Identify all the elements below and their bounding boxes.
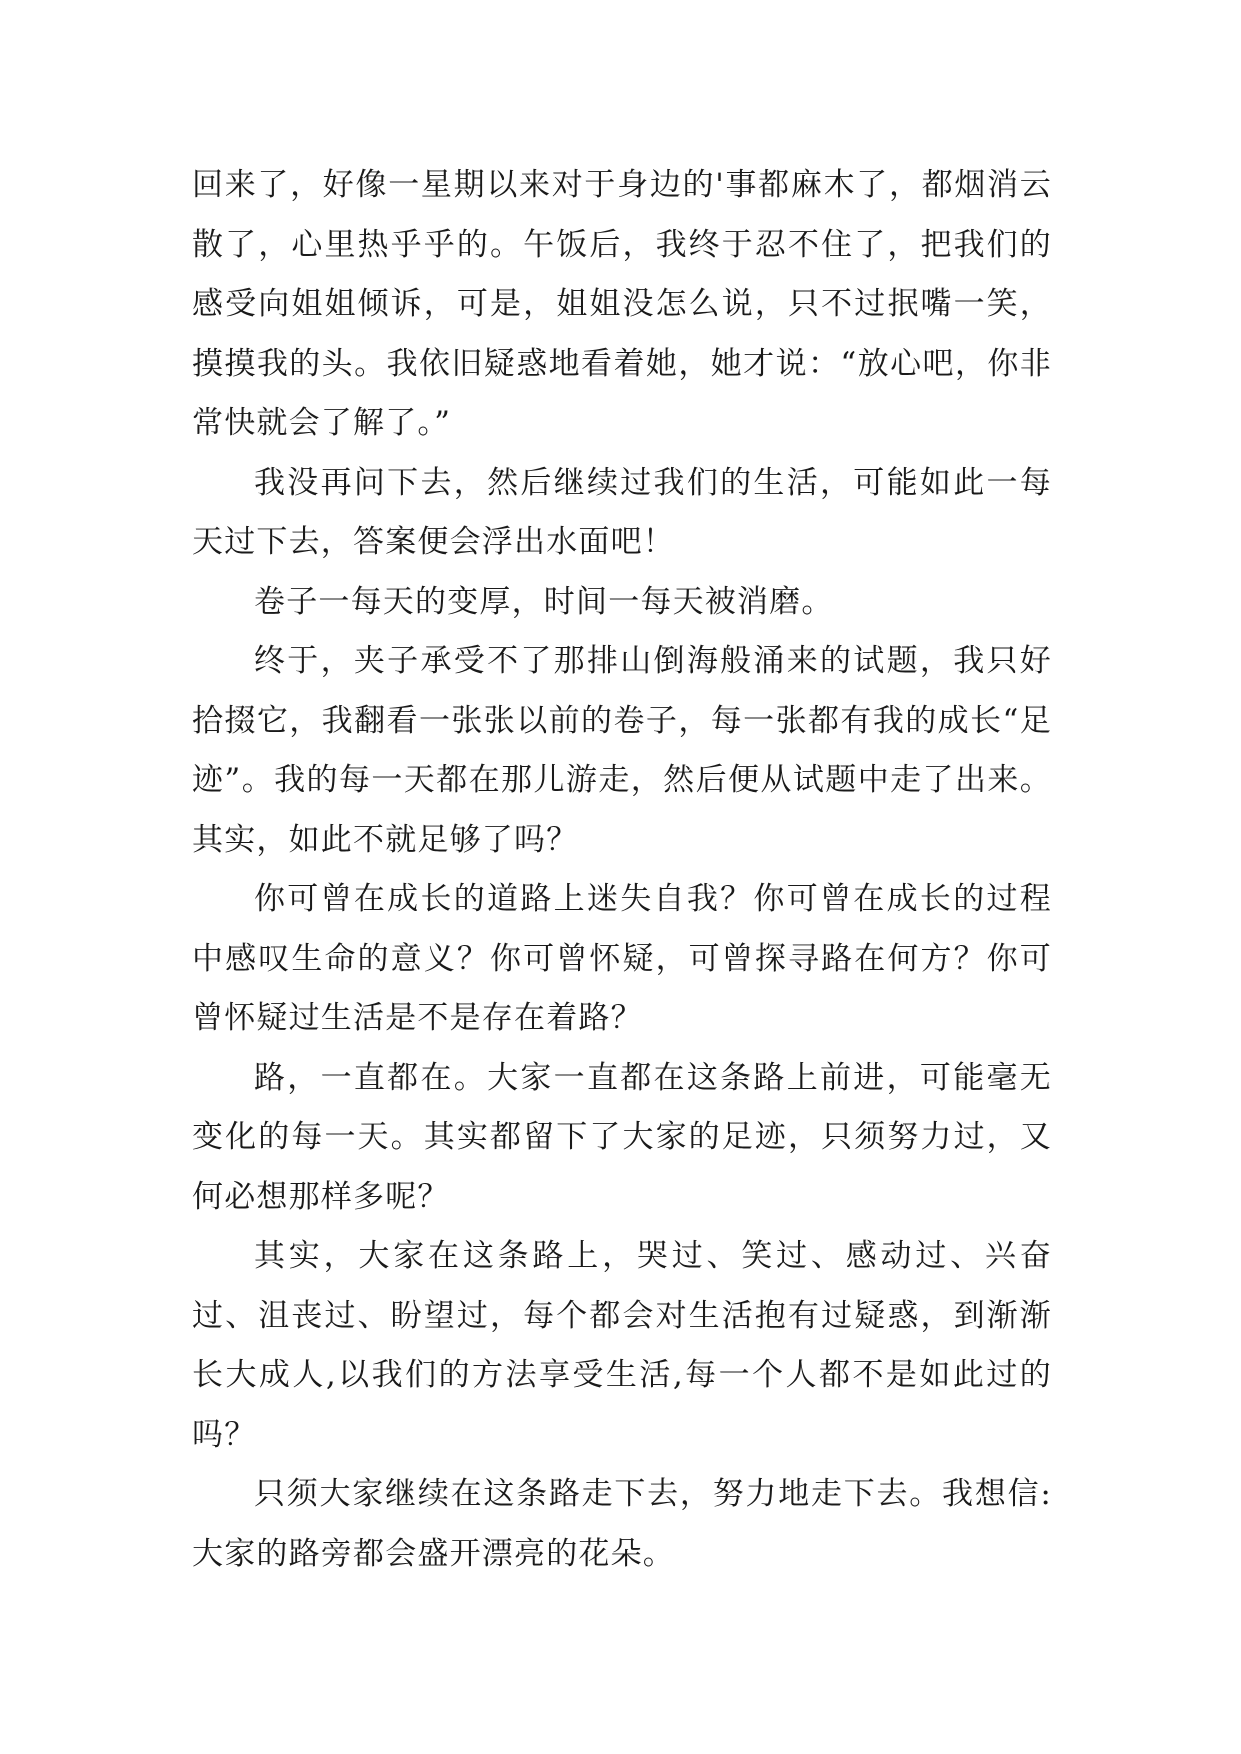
paragraph: 终于，夹子承受不了那排山倒海般涌来的试题，我只好拾掇它，我翻看一张张以前的卷子，每一张都有我的成长“足迹”。我的每一天都在那儿游走，然后便从试题中走了出来。其实，如此不就足够了吗？	[192, 643, 1052, 858]
paragraph: 我没再问下去，然后继续过我们的生活，可能如此一每天过下去，答案便会浮出水面吧！	[192, 464, 1052, 560]
body-text	[192, 156, 1052, 1584]
paragraph: 其实，大家在这条路上，哭过、笑过、感动过、兴奋过、沮丧过、盼望过，每个都会对生活抱有过疑惑，到渐渐长大成人,以我们的方法享受生活,每一个人都不是如此过的吗？	[192, 1238, 1052, 1453]
paragraph: 路，一直都在。大家一直都在这条路上前进，可能毫无变化的每一天。其实都留下了大家的足迹，只须努力过，又何必想那样多呢？	[192, 1059, 1052, 1215]
paragraph: 你可曾在成长的道路上迷失自我？你可曾在成长的过程中感叹生命的意义？你可曾怀疑，可曾探寻路在何方？你可曾怀疑过生活是不是存在着路？	[192, 881, 1052, 1036]
paragraph: 只须大家继续在这条路走下去，努力地走下去。我想信:大家的路旁都会盛开漂亮的花朵。	[192, 1476, 1052, 1572]
paragraph-continuation: 回来了，好像一星期以来对于身边的'事都麻木了，都烟消云散了，心里热乎乎的。午饭后，我终于忍不住了，把我们的感受向姐姐倾诉，可是，姐姐没怎么说，只不过抿嘴一笑，摸摸我的头。我依旧疑惑地看着她，她才说：“放心吧，你非常快就会了解了。”	[192, 167, 1052, 441]
paragraph: 卷子一每天的变厚，时间一每天被消磨。	[254, 583, 834, 620]
